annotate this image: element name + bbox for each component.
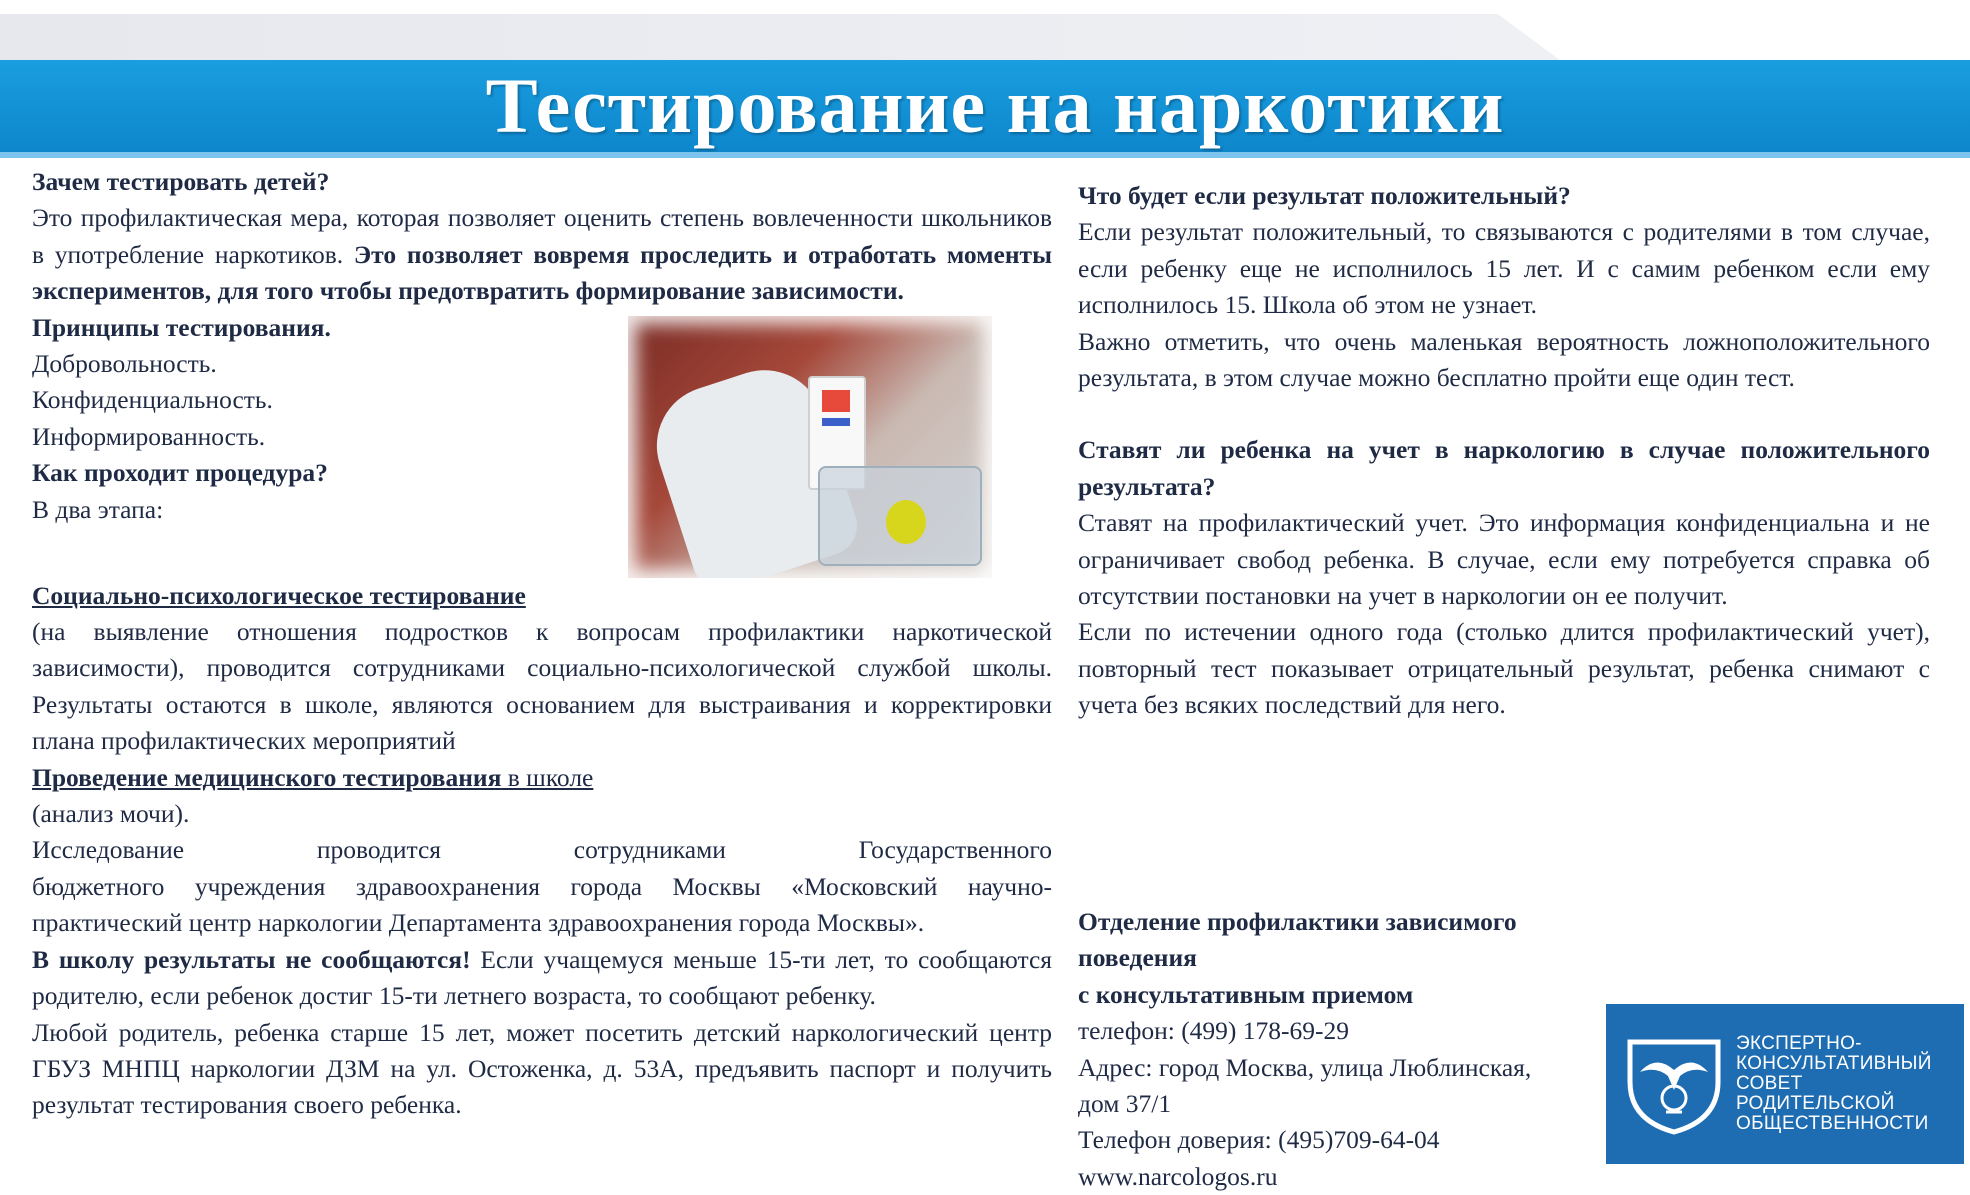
shield-eagle-icon [1622, 1032, 1726, 1136]
stage2-paragraph-line1: Исследование проводится сотрудниками Государственного [32, 835, 1052, 865]
stage1-text: (на выявление отношения подростков к вопросам профилактики наркотической зависимости), проводится сотрудниками социально-психологической службой школы. Результаты остаются в школе, являются основанием для выстраивания и корректировки плана профилактических мероприятий [32, 617, 1052, 756]
left-column [32, 164, 1052, 1124]
logo-text: ЭКСПЕРТНО- КОНСУЛЬТАТИВНЫЙ СОВЕТ РОДИТЕЛЬСКОЙ ОБЩЕСТВЕННОСТИ [1736, 1033, 1932, 1134]
procedure-title: Как проходит процедура? [32, 458, 328, 488]
principle-item: Добровольность. [32, 349, 217, 379]
org-name-line1: Отделение профилактики зависимого поведения [1078, 907, 1517, 973]
principle-item: Информированность. [32, 421, 266, 451]
parent-visit-paragraph: Любой родитель, ребенка старше 15 лет, может посетить детский наркологический центр ГБУЗ МНПЦ наркологии ДЗМ на ул. Остоженка, д. 53А, предъявить паспорт и получить результат тестирования своего ребенка. [32, 1017, 1052, 1120]
question-registration: Ставят ли ребенка на учет в наркологию в случае положительного результата? [1078, 435, 1930, 501]
council-logo [1606, 1004, 1964, 1164]
stage2-paragraph-rest: бюджетного учреждения здравоохранения города Москвы «Московский научно-практический центр наркологии Департамента здравоохранения города Москвы». [32, 871, 1052, 938]
top-decor-band [0, 14, 1560, 60]
principles-title: Принципы тестирования. [32, 312, 331, 342]
why-test-paragraph: Это профилактическая мера, которая позволяет оценить степень вовлеченности школьников в употребление наркотиков. Это позволяет вовремя проследить и отработать моменты экспериментов, для того чтобы предотвратить формирование зависимости. [32, 203, 1052, 306]
page-title: Тестирование на наркотики [485, 62, 1505, 149]
right-column [1078, 178, 1930, 724]
false-positive-note: Важно отметить, что очень маленькая вероятность ложноположительного результата, в этом случае можно бесплатно пройти еще один тест. [1078, 326, 1930, 393]
question-why-test: Зачем тестировать детей? [32, 167, 330, 196]
procedure-intro: В два этапа: [32, 494, 164, 524]
stage1-title: Социально-психологическое тестирование [32, 580, 526, 610]
contact-block [1078, 904, 1598, 1195]
website-link[interactable]: www.narcologos.ru [1078, 1161, 1278, 1191]
address-line1: Адрес: город Москва, улица Люблинская, [1078, 1052, 1532, 1082]
phone: телефон: (499) 178-69-29 [1078, 1016, 1350, 1046]
title-bar [0, 60, 1970, 152]
drug-test-photo [628, 316, 992, 578]
question-positive-result: Что будет если результат положительный? [1078, 181, 1571, 210]
org-name-line2: с консультативным приемом [1078, 979, 1414, 1009]
principle-item: Конфиденциальность. [32, 385, 273, 415]
address-line2: дом 37/1 [1078, 1089, 1172, 1119]
sample-cup [886, 500, 926, 544]
stage2-title: Проведение медицинского тестирования в школе [32, 762, 594, 792]
results-paragraph: В школу результаты не сообщаются! Если учащемуся меньше 15-ти лет, то сообщаются родителю, если ребенок достиг 15-ти летнего возраста, то сообщают ребенку. [32, 944, 1052, 1011]
registration-note: Если по истечении одного года (столько длится профилактический учет), повторный тест показывает отрицательный результат, ребенка снимают с учета без всяких последствий для него. [1078, 617, 1930, 720]
positive-result-answer: Если результат положительный, то связываются с родителями в том случае, если ребенку еще не исполнилось 15 лет. И с самим ребенком если ему исполнилось 15. Школа об этом не узнает. [1078, 217, 1930, 320]
hotline-phone: Телефон доверия: (495)709-64-04 [1078, 1125, 1440, 1155]
stage2-subtitle: (анализ мочи). [32, 799, 190, 829]
registration-answer: Ставят на профилактический учет. Это информация конфиденциальна и не ограничивает свобод ребенка. В случае, если ему потребуется справка об отсутствии постановки на учет в наркологии он ее получит. [1078, 508, 1930, 611]
